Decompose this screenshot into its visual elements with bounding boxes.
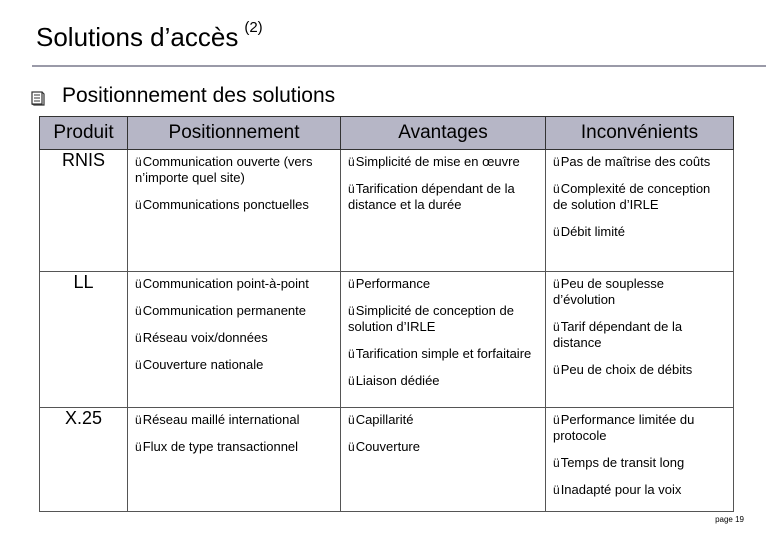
list-item: üPeu de souplesse d’évolution <box>553 276 665 307</box>
list-item: üLiaison dédiée <box>348 373 440 388</box>
checkmark-icon: ü <box>135 440 142 454</box>
title-divider <box>32 65 766 67</box>
list-item: üPerformance limitée du protocole <box>553 412 695 443</box>
list-item: üTarification dépendant de la distance et la durée <box>348 181 515 212</box>
inconvenients-cell <box>546 408 734 512</box>
slide-title <box>36 19 263 53</box>
list-item: üInadapté pour la voix <box>553 482 682 497</box>
table-row-rnis <box>40 150 734 272</box>
checkmark-icon: ü <box>553 320 560 334</box>
checkmark-icon: ü <box>553 155 560 169</box>
checkmark-icon: ü <box>348 155 355 169</box>
slide-title-superscript: (2) <box>244 19 263 37</box>
list-item: üCommunication ouverte (vers n’importe quel site) <box>135 154 313 185</box>
checkmark-icon: ü <box>348 182 355 196</box>
checkmark-icon: ü <box>348 304 355 318</box>
list-item: üPas de maîtrise des coûts <box>553 154 711 169</box>
list-item: üCouverture nationale <box>135 357 264 372</box>
list-item: üTemps de transit long <box>553 455 685 470</box>
table-row-ll <box>40 272 734 408</box>
list-item: üCommunications ponctuelles <box>135 197 309 212</box>
header-avantages: Avantages <box>341 117 546 150</box>
checkmark-icon: ü <box>553 363 560 377</box>
checkmark-icon: ü <box>553 182 560 196</box>
avantages-cell <box>341 150 546 272</box>
list-item: üPerformance <box>348 276 431 291</box>
list-item: üComplexité de conception de solution d’IRLE <box>553 181 711 212</box>
checkmark-icon: ü <box>348 374 355 388</box>
slide-title-text: Solutions d’accès <box>36 22 239 52</box>
list-item: üPeu de choix de débits <box>553 362 693 377</box>
checkmark-icon: ü <box>348 413 355 427</box>
list-item: üCommunication point-à-point <box>135 276 309 291</box>
list-item: üCapillarité <box>348 412 414 427</box>
list-item: üCouverture <box>348 439 420 454</box>
solutions-table <box>39 116 734 512</box>
checkmark-icon: ü <box>553 456 560 470</box>
positionnement-cell <box>128 272 341 408</box>
list-item: üTarif dépendant de la distance <box>553 319 683 350</box>
checkmark-icon: ü <box>553 483 560 497</box>
checkmark-icon: ü <box>348 277 355 291</box>
positionnement-cell <box>128 150 341 272</box>
header-produit: Produit <box>40 117 128 150</box>
checkmark-icon: ü <box>553 413 560 427</box>
product-cell: LL <box>40 272 128 408</box>
product-cell: RNIS <box>40 150 128 272</box>
inconvenients-cell <box>546 150 734 272</box>
checkmark-icon: ü <box>135 277 142 291</box>
list-item: üRéseau maillé international <box>135 412 300 427</box>
section-subtitle: Positionnement des solutions <box>62 84 336 107</box>
checkmark-icon: ü <box>135 304 142 318</box>
checkmark-icon: ü <box>135 155 142 169</box>
book-bullet-icon <box>30 90 46 106</box>
checkmark-icon: ü <box>135 358 142 372</box>
list-item: üCommunication permanente <box>135 303 306 318</box>
avantages-cell <box>341 408 546 512</box>
list-item: üRéseau voix/données <box>135 330 268 345</box>
inconvenients-cell <box>546 272 734 408</box>
table-header-row <box>40 117 734 150</box>
checkmark-icon: ü <box>135 331 142 345</box>
page-number: page 19 <box>715 515 744 524</box>
product-cell: X.25 <box>40 408 128 512</box>
avantages-cell <box>341 272 546 408</box>
list-item: üTarification simple et forfaitaire <box>348 346 532 361</box>
list-item: üDébit limité <box>553 224 625 239</box>
header-inconvenients: Inconvénients <box>546 117 734 150</box>
checkmark-icon: ü <box>553 225 560 239</box>
checkmark-icon: ü <box>553 277 560 291</box>
list-item: üFlux de type transactionnel <box>135 439 299 454</box>
checkmark-icon: ü <box>348 347 355 361</box>
checkmark-icon: ü <box>135 198 142 212</box>
list-item: üSimplicité de conception de solution d’IRLE <box>348 303 514 334</box>
checkmark-icon: ü <box>135 413 142 427</box>
checkmark-icon: ü <box>348 440 355 454</box>
table-row-x25 <box>40 408 734 512</box>
positionnement-cell <box>128 408 341 512</box>
list-item: üSimplicité de mise en œuvre <box>348 154 520 169</box>
header-positionnement: Positionnement <box>128 117 341 150</box>
